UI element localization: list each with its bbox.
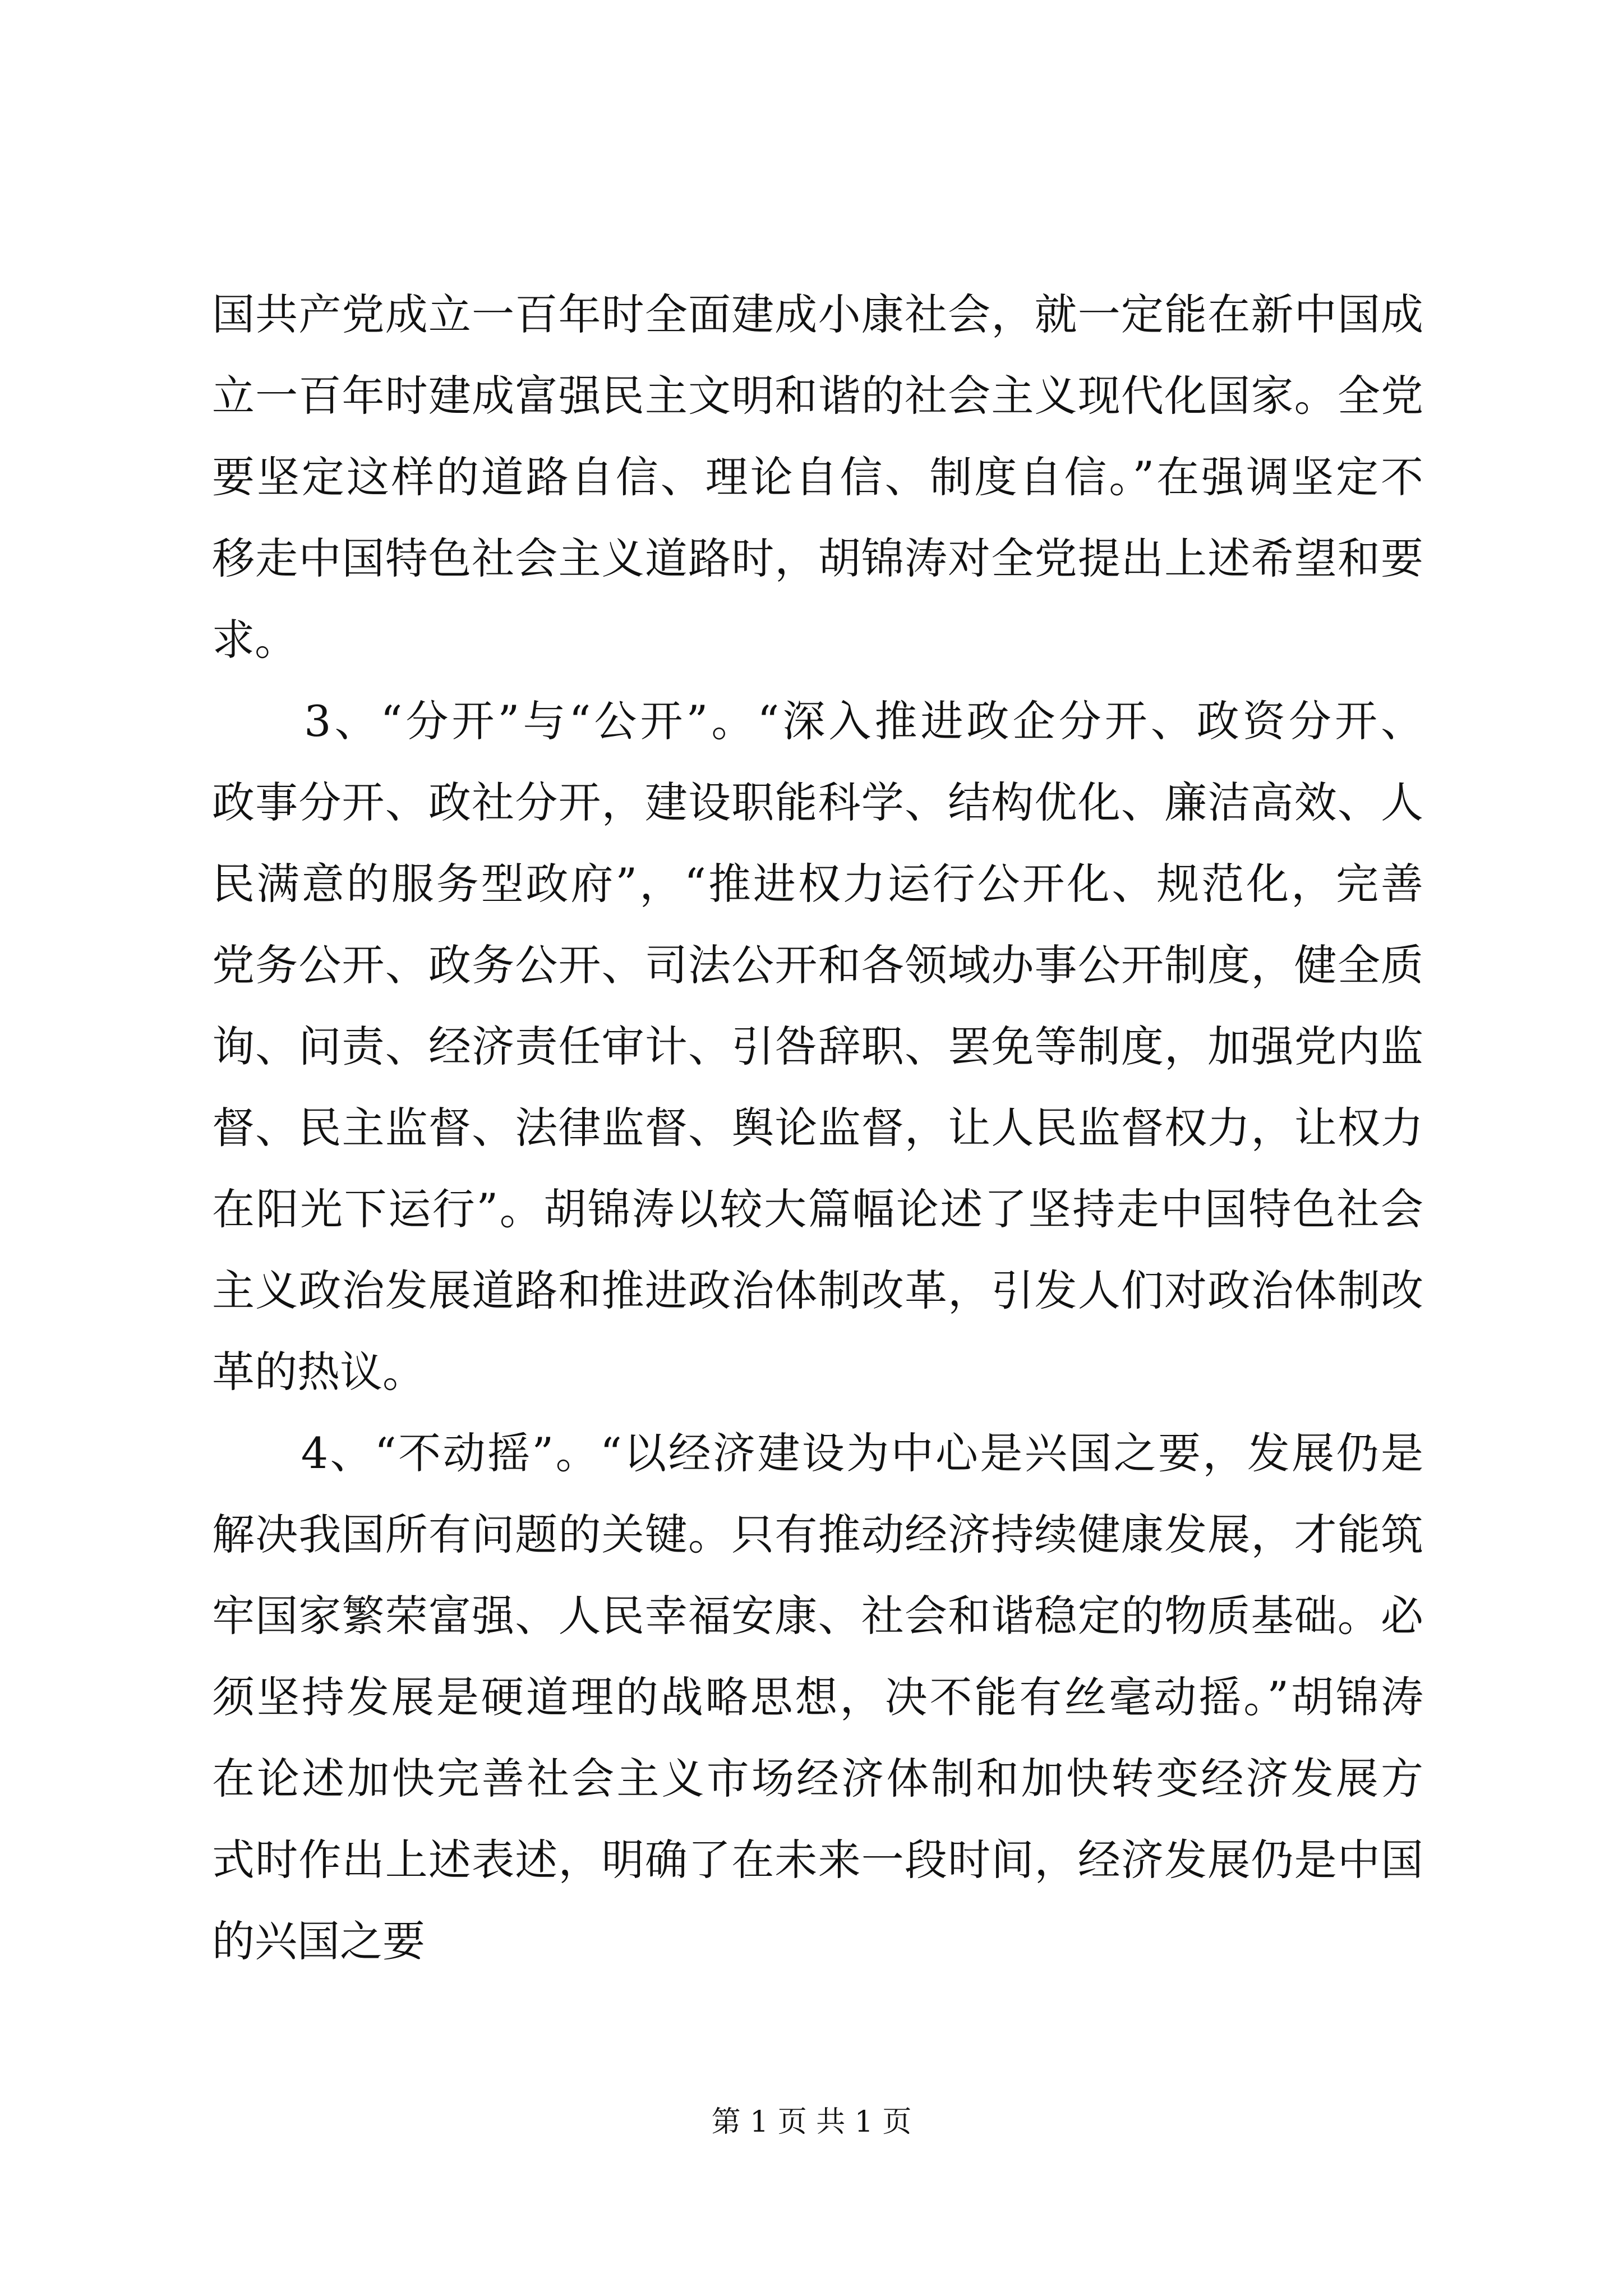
body-text xyxy=(212,274,1423,1982)
text-line: 解决我国所有问题的关键。只有推动经济持续健康发展，才能筑 xyxy=(212,1510,1423,1559)
text-line: 须坚持发展是硬道理的战略思想，决不能有丝毫动摇。”胡锦涛 xyxy=(212,1672,1423,1722)
text-line: 在阳光下运行”。胡锦涛以较大篇幅论述了坚持走中国特色社会 xyxy=(212,1184,1423,1234)
text-line: 党务公开、政务公开、司法公开和各领域办事公开制度，健全质 xyxy=(212,940,1423,990)
text-line: 国共产党成立一百年时全面建成小康社会，就一定能在新中国成 xyxy=(212,289,1423,339)
text-line: 要坚定这样的道路自信、理论自信、制度自信。”在强调坚定不 xyxy=(212,452,1423,502)
text-line: 4、“不动摇”。“以经济建设为中心是兴国之要，发展仍是 xyxy=(212,1428,1423,1478)
text-line: 立一百年时建成富强民主文明和谐的社会主义现代化国家。全党 xyxy=(212,371,1423,421)
text-line: 民满意的服务型政府”，“推进权力运行公开化、规范化，完善 xyxy=(212,859,1423,909)
text-line: 求。 xyxy=(212,615,297,665)
page-number-footer: 第 1 页 共 1 页 xyxy=(711,2105,912,2139)
text-line: 革的热议。 xyxy=(212,1347,425,1397)
text-line: 牢国家繁荣富强、人民幸福安康、社会和谐稳定的物质基础。必 xyxy=(212,1591,1423,1641)
text-line: 3、“分开”与“公开”。“深入推进政企分开、政资分开、 xyxy=(212,696,1423,746)
text-line: 式时作出上述表述，明确了在未来一段时间，经济发展仍是中国 xyxy=(212,1835,1423,1885)
text-line: 督、民主监督、法律监督、舆论监督，让人民监督权力，让权力 xyxy=(212,1103,1423,1153)
text-line: 询、问责、经济责任审计、引咎辞职、罢免等制度，加强党内监 xyxy=(212,1022,1423,1071)
text-line: 主义政治发展道路和推进政治体制改革，引发人们对政治体制改 xyxy=(212,1266,1423,1315)
text-line: 的兴国之要 xyxy=(212,1916,425,1966)
text-line: 政事分开、政社分开，建设职能科学、结构优化、廉洁高效、人 xyxy=(212,777,1423,827)
text-line: 在论述加快完善社会主义市场经济体制和加快转变经济发展方 xyxy=(212,1754,1423,1803)
text-line: 移走中国特色社会主义道路时，胡锦涛对全党提出上述希望和要 xyxy=(212,533,1423,583)
